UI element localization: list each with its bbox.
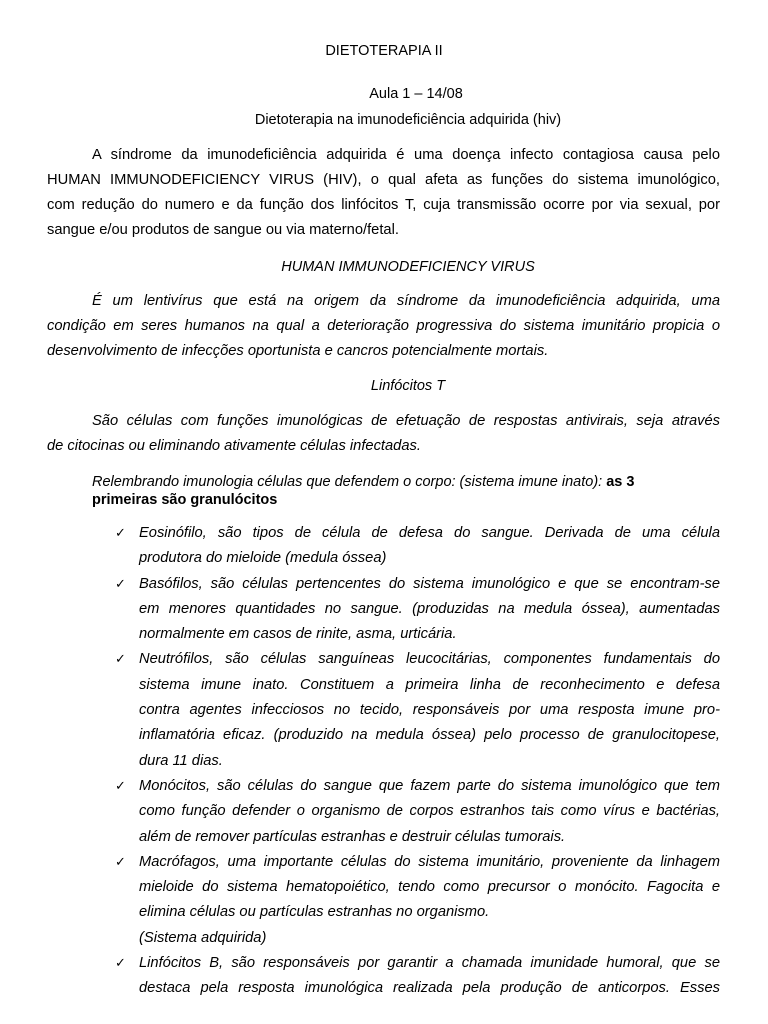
checkmark-icon: ✓ xyxy=(115,526,126,541)
note-bold-a: as 3 xyxy=(606,474,635,490)
list-item-line: normalmente em casos de rinite, asma, urticária. xyxy=(139,626,457,643)
list-item-line: Monócitos, são células do sangue que fazem parte do sistema imunológico que tem xyxy=(139,777,720,794)
note-text: Relembrando imunologia células que defendem o corpo: (sistema imune inato): xyxy=(92,474,607,490)
list-item-line: Eosinófilo, são tipos de célula de defesa do sangue. Derivada de uma célula xyxy=(139,525,720,541)
list-item-line: mieloide do sistema hematopoiético, tendo como precursor o monócito. Fagocita e xyxy=(139,879,720,896)
hiv-line: desenvolvimento de infecções oportunista e cancros potencialmente mortais. xyxy=(47,343,549,359)
checkmark-icon: ✓ xyxy=(115,576,126,592)
list-item-line: inflamatória eficaz. (produzido na medula óssea) pelo processo de granulocitopese, xyxy=(139,727,720,744)
list-item-line: Linfócitos B, são responsáveis por garantir a chamada imunidade humoral, que se xyxy=(139,955,720,972)
tcell-line: São células com funções imunológicas de efetuação de respostas antivirais, seja através xyxy=(92,413,720,429)
checkmark-icon: ✓ xyxy=(115,854,126,870)
list-item xyxy=(115,521,720,572)
cell-type-list xyxy=(115,521,720,1002)
checkmark-icon: ✓ xyxy=(115,778,126,794)
list-item-line: produtora do mieloide (medula óssea) xyxy=(139,550,387,567)
list-item xyxy=(115,850,720,951)
hiv-line: É um lentivírus que está na origem da síndrome da imunodeficiência adquirida, uma xyxy=(92,293,720,309)
intro-line: sangue e/ou produtos de sangue ou via materno/fetal. xyxy=(47,222,399,238)
tcell-paragraph xyxy=(47,409,720,459)
list-item xyxy=(115,572,720,648)
list-item xyxy=(115,774,720,850)
list-item-line: destaca pela resposta imunológica realizada pela produção de anticorpos. Esses xyxy=(139,980,720,997)
hiv-line: condição em seres humanos na qual a deterioração progressiva do sistema imunitário propicia o xyxy=(47,318,720,334)
list-item-line: Basófilos, são células pertencentes do sistema imunológico e que se encontram-se xyxy=(139,575,720,592)
intro-line: HUMAN IMMUNODEFICIENCY VIRUS (HIV), o qual afeta as funções do sistema imunológico, xyxy=(47,172,720,188)
intro-line: com redução do numero e da função dos linfócitos T, cuja transmissão ocorre por via sexual, por xyxy=(47,197,720,213)
immunology-note xyxy=(92,473,720,509)
document-title: DIETOTERAPIA II xyxy=(325,43,443,59)
note-bold-b: primeiras são granulócitos xyxy=(92,492,278,508)
tcell-line: de citocinas ou eliminando ativamente células infectadas. xyxy=(47,438,421,454)
tcell-heading: Linfócitos T xyxy=(370,378,446,394)
list-item xyxy=(115,951,720,1002)
list-item-line: como função defender o organismo de corpos estranhos tais como vírus e bactérias, xyxy=(139,803,720,820)
list-item-line: Macrófagos, uma importante células do sistema imunitário, proveniente da linhagem xyxy=(139,853,720,870)
intro-line: A síndrome da imunodeficiência adquirida é uma doença infecto contagiosa causa pelo xyxy=(92,147,720,163)
lesson-date: Aula 1 – 14/08 xyxy=(369,86,463,102)
hiv-paragraph xyxy=(47,289,720,364)
checkmark-icon: ✓ xyxy=(115,956,126,972)
lesson-subtitle: Dietoterapia na imunodeficiência adquirida (hiv) xyxy=(254,112,562,128)
list-item-line: elimina células ou partículas estranhas no organismo. xyxy=(139,904,490,921)
list-item-line: contra agentes infecciosos no tecido, responsáveis por uma resposta imune pro- xyxy=(139,702,720,719)
list-item-line: dura 11 dias. xyxy=(139,752,223,769)
intro-paragraph xyxy=(47,143,720,243)
checkmark-icon: ✓ xyxy=(115,652,126,668)
list-item-line: em menores quantidades no sangue. (produzidas na medula óssea), aumentadas xyxy=(139,600,720,617)
list-item-line: Neutrófilos, são células sanguíneas leucocitárias, componentes fundamentais do xyxy=(139,651,720,668)
list-item-line: além de remover partículas estranhas e destruir células tumorais. xyxy=(139,828,566,845)
list-item-line: sistema imune inato. Constituem a primeira linha de reconhecimento e defesa xyxy=(139,676,720,693)
list-item-note: (Sistema adquirida) xyxy=(139,929,267,946)
hiv-heading: HUMAN IMMUNODEFICIENCY VIRUS xyxy=(281,259,535,275)
list-item xyxy=(115,647,720,773)
